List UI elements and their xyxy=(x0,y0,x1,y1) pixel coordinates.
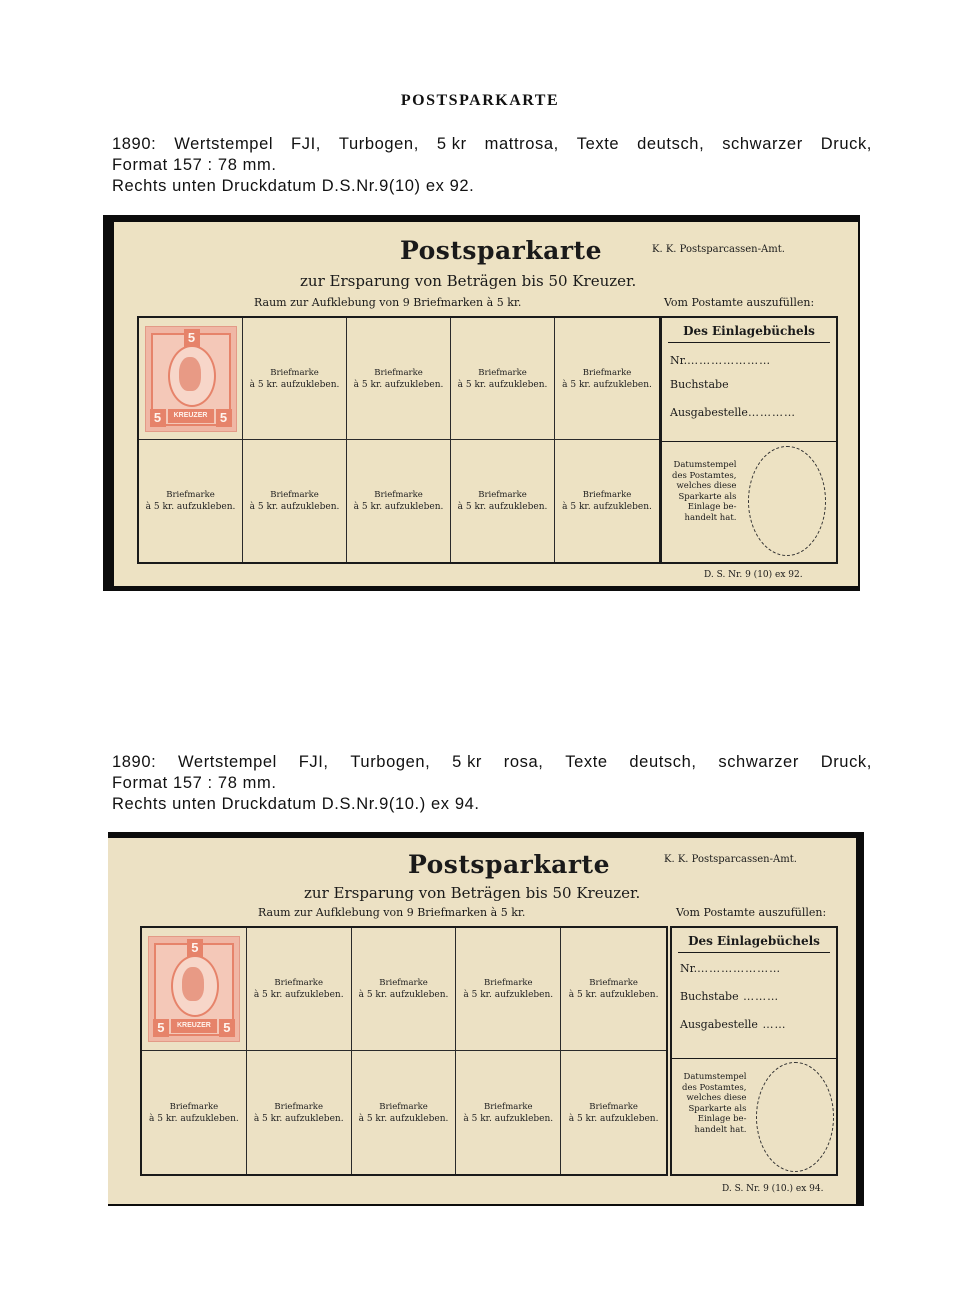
grid-cell xyxy=(561,928,666,1051)
cell-label: Briefmarke xyxy=(274,1101,323,1112)
datum-line: welches diese xyxy=(676,481,737,491)
datum-line: des Postamtes, xyxy=(672,470,737,481)
cell-label: Briefmarke xyxy=(379,1101,428,1112)
field-nr: Nr.………………… xyxy=(670,354,772,367)
description-line-3: Rechts unten Druckdatum D.S.Nr.9(10) ex 92. xyxy=(112,177,475,195)
grid-cell xyxy=(142,1051,247,1174)
page-title: POSTSPARKARTE xyxy=(400,92,560,109)
value-stamp xyxy=(145,326,237,432)
postcard-1 xyxy=(114,222,858,586)
desc-word: Turbogen, xyxy=(338,135,419,153)
description-line-1 xyxy=(112,134,872,155)
desc-word: mattrosa, xyxy=(484,135,559,153)
cell-sublabel: à 5 kr. aufzukleben. xyxy=(463,990,554,1000)
datum-text xyxy=(672,460,736,523)
print-date: D. S. Nr. 9 (10) ex 92. xyxy=(704,570,803,580)
field-buchstabe-label: Buchstabe xyxy=(680,990,739,1003)
cell-label: Briefmarke xyxy=(484,1101,533,1112)
datum-line: Sparkarte als xyxy=(678,491,737,502)
grid-cell xyxy=(555,440,659,562)
cell-label: Briefmarke xyxy=(589,1101,638,1112)
desc-word: Wertstempel xyxy=(178,753,277,771)
datum-line: Datumstempel xyxy=(673,460,737,470)
stamp-value-left: 5 xyxy=(153,1019,169,1037)
grid-cell xyxy=(451,440,555,562)
cell-label: Briefmarke xyxy=(478,490,527,500)
grid-cell xyxy=(347,440,451,562)
cell-sublabel: à 5 kr. aufzukleben. xyxy=(249,379,340,390)
stamp-band: KREUZER xyxy=(168,409,214,423)
grid-cell xyxy=(347,318,451,440)
desc-word: 5 kr xyxy=(436,135,467,153)
datum-line: handelt hat. xyxy=(684,512,737,523)
stamp-grid xyxy=(140,926,668,1176)
field-ausgabestelle-label: Ausgabestelle xyxy=(680,1018,758,1031)
emperor-portrait-icon xyxy=(182,967,204,1001)
grid-cell xyxy=(243,318,347,440)
desc-word: Wertstempel xyxy=(174,135,274,153)
cell-sublabel: à 5 kr. aufzukleben. xyxy=(353,379,444,390)
desc-word: 1890: xyxy=(112,135,157,153)
cell-sublabel: à 5 kr. aufzukleben. xyxy=(457,379,548,390)
desc-word: rosa, xyxy=(503,753,544,771)
grid-cell xyxy=(555,318,659,440)
cell-sublabel: à 5 kr. aufzukleben. xyxy=(568,1113,659,1124)
field-nr-label: Nr. xyxy=(670,354,688,367)
grid-row-1 xyxy=(139,318,659,440)
cell-label: Briefmarke xyxy=(484,978,533,988)
field-ausgabestelle-label: Ausgabestelle xyxy=(670,406,748,419)
panel-divider xyxy=(672,1058,836,1059)
cell-label: Briefmarke xyxy=(589,978,638,988)
desc-word: deutsch, xyxy=(629,753,697,771)
cell-sublabel: à 5 kr. aufzukleben. xyxy=(249,502,340,512)
description-line-3: Rechts unten Druckdatum D.S.Nr.9(10.) ex 94. xyxy=(112,795,480,813)
grid-cell xyxy=(352,1051,457,1174)
desc-word: 5 kr xyxy=(452,753,483,771)
desc-word: FJI, xyxy=(291,135,321,153)
card-note: Raum zur Aufklebung von 9 Briefmarken à 5 kr. xyxy=(258,906,526,919)
panel-divider xyxy=(662,441,836,442)
field-nr: Nr.………………… xyxy=(680,962,782,975)
stamp-value-left: 5 xyxy=(150,409,166,427)
cell-sublabel: à 5 kr. aufzukleben. xyxy=(253,1113,344,1124)
print-date: D. S. Nr. 9 (10.) ex 94. xyxy=(722,1184,824,1194)
grid-cell xyxy=(243,440,347,562)
deposit-panel xyxy=(660,316,838,564)
stamp-cell xyxy=(139,318,243,440)
grid-cell xyxy=(456,928,561,1051)
deposit-panel xyxy=(670,926,838,1176)
card-office: K. K. Postsparcassen-Amt. xyxy=(652,244,785,255)
cell-label: Briefmarke xyxy=(274,978,323,988)
stamp-band: KREUZER xyxy=(171,1019,217,1033)
postmark-circle xyxy=(748,446,826,556)
desc-word: Texte xyxy=(576,135,620,153)
desc-word: Druck, xyxy=(820,753,872,771)
cell-sublabel: à 5 kr. aufzukleben. xyxy=(353,502,444,512)
panel-heading-rule xyxy=(678,952,830,953)
entry-1-description xyxy=(112,134,892,197)
desc-word: deutsch, xyxy=(637,135,705,153)
card-fill-note: Vom Postamte auszufüllen: xyxy=(664,296,815,309)
grid-cell xyxy=(247,928,352,1051)
cell-sublabel: à 5 kr. aufzukleben. xyxy=(145,502,236,512)
grid-cell xyxy=(561,1051,666,1174)
panel-heading: Des Einlagebüchels xyxy=(683,324,815,338)
card-title: Postsparkarte xyxy=(408,850,610,879)
field-ausgabestelle: Ausgabestelle………… xyxy=(670,406,796,419)
field-nr-label: Nr. xyxy=(680,962,698,975)
postcard-2 xyxy=(108,838,856,1204)
cell-label: Briefmarke xyxy=(166,490,215,500)
description-line-2: Format 157 : 78 mm. xyxy=(112,774,277,792)
desc-word: Druck, xyxy=(820,135,872,153)
card-subtitle: zur Ersparung von Beträgen bis 50 Kreuzer. xyxy=(300,272,637,290)
stamp-value-right: 5 xyxy=(216,409,232,427)
cell-sublabel: à 5 kr. aufzukleben. xyxy=(463,1113,554,1124)
entry-2-description xyxy=(112,752,892,815)
datum-line: Einlage be- xyxy=(697,1114,747,1124)
field-buchstabe: Buchstabe xyxy=(670,378,729,391)
datum-line: des Postamtes, xyxy=(682,1082,747,1093)
datum-text xyxy=(682,1072,746,1135)
stamp-cell xyxy=(142,928,247,1051)
grid-row-1 xyxy=(142,928,666,1051)
cell-label: Briefmarke xyxy=(582,490,632,500)
grid-cell xyxy=(247,1051,352,1174)
value-stamp xyxy=(148,936,240,1042)
datum-line: Datumstempel xyxy=(683,1072,747,1082)
cell-label: Briefmarke xyxy=(582,367,632,378)
desc-word: 1890: xyxy=(112,753,157,771)
postmark-circle xyxy=(756,1062,834,1172)
cell-sublabel: à 5 kr. aufzukleben. xyxy=(457,502,548,512)
desc-word: Texte xyxy=(565,753,608,771)
cell-sublabel: à 5 kr. aufzukleben. xyxy=(149,1113,239,1124)
cell-sublabel: à 5 kr. aufzukleben. xyxy=(562,502,652,512)
grid-row-2 xyxy=(142,1051,666,1174)
cell-label: Briefmarke xyxy=(270,490,319,500)
cell-label: Briefmarke xyxy=(374,367,423,378)
datum-line: Sparkarte als xyxy=(688,1103,747,1114)
card-note: Raum zur Aufklebung von 9 Briefmarken à 5 kr. xyxy=(254,296,522,309)
stamp-grid xyxy=(137,316,661,564)
emperor-portrait-icon xyxy=(179,357,201,391)
cell-label: Briefmarke xyxy=(379,978,428,988)
desc-word: FJI, xyxy=(298,753,329,771)
cell-label: Briefmarke xyxy=(270,367,319,378)
card-title: Postsparkarte xyxy=(400,236,602,265)
description-line-1 xyxy=(112,752,872,773)
grid-cell xyxy=(456,1051,561,1174)
description-line-2: Format 157 : 78 mm. xyxy=(112,156,277,174)
cell-sublabel: à 5 kr. aufzukleben. xyxy=(568,990,659,1000)
datum-line: handelt hat. xyxy=(694,1124,747,1135)
panel-heading-rule xyxy=(668,342,830,343)
stamp-value-top: 5 xyxy=(187,939,203,957)
datum-line: Einlage be- xyxy=(687,502,737,512)
card-fill-note: Vom Postamte auszufüllen: xyxy=(676,906,827,919)
desc-word: Turbogen, xyxy=(350,753,431,771)
cell-sublabel: à 5 kr. aufzukleben. xyxy=(358,990,449,1000)
cell-label: Briefmarke xyxy=(169,1101,219,1112)
desc-word: schwarzer xyxy=(718,753,799,771)
desc-word: schwarzer xyxy=(722,135,803,153)
grid-cell xyxy=(352,928,457,1051)
cell-sublabel: à 5 kr. aufzukleben. xyxy=(562,379,652,390)
card-subtitle: zur Ersparung von Beträgen bis 50 Kreuzer. xyxy=(304,884,641,902)
cell-sublabel: à 5 kr. aufzukleben. xyxy=(253,990,344,1000)
cell-label: Briefmarke xyxy=(374,490,423,500)
grid-cell xyxy=(451,318,555,440)
grid-cell xyxy=(139,440,243,562)
stamp-value-top: 5 xyxy=(184,329,200,347)
grid-row-2 xyxy=(139,440,659,562)
field-buchstabe: Buchstabe ……… xyxy=(680,990,780,1003)
field-ausgabestelle: Ausgabestelle …… xyxy=(680,1018,787,1031)
stamp-value-right: 5 xyxy=(219,1019,235,1037)
datum-line: welches diese xyxy=(686,1093,747,1103)
cell-sublabel: à 5 kr. aufzukleben. xyxy=(358,1113,449,1124)
card-office: K. K. Postsparcassen-Amt. xyxy=(664,854,797,865)
panel-heading: Des Einlagebüchels xyxy=(688,934,820,948)
cell-label: Briefmarke xyxy=(478,367,527,378)
